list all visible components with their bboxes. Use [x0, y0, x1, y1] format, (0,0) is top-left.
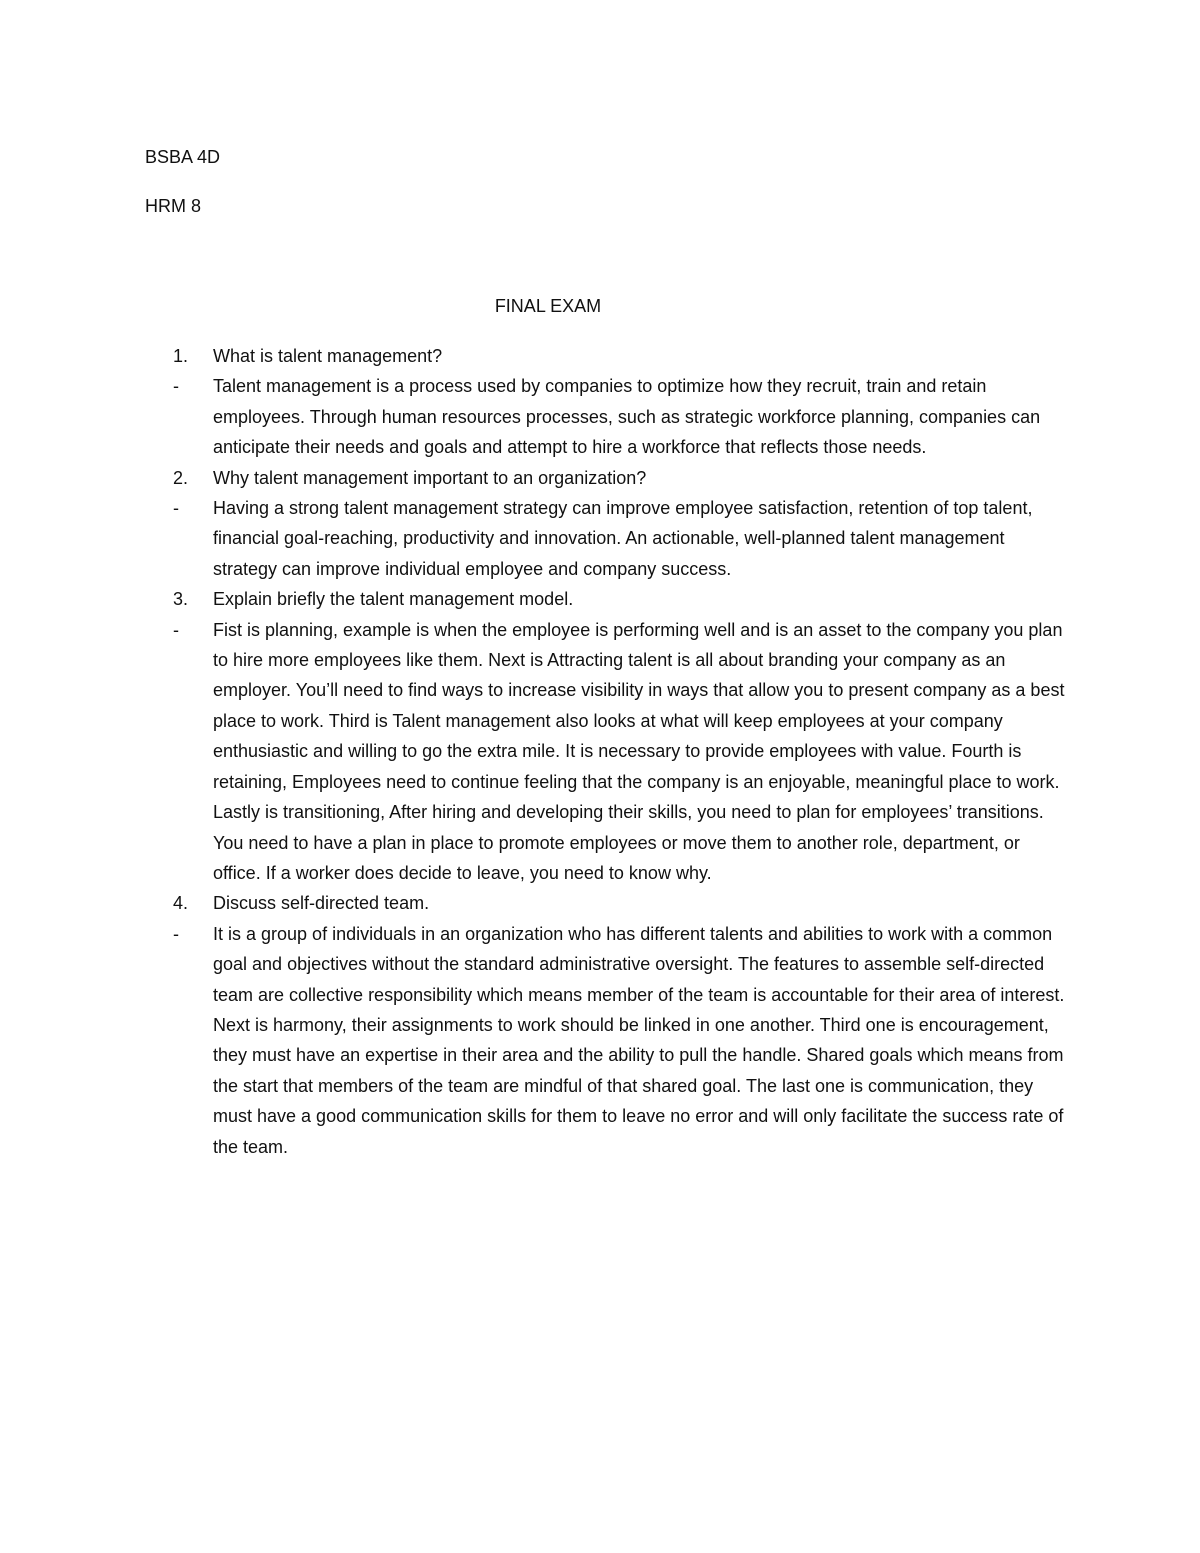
course-label: BSBA 4D: [145, 147, 221, 167]
question-text: Discuss self-directed team.: [213, 893, 430, 914]
answer-bullet: -: [173, 619, 179, 640]
answer-text: Having a strong talent management strategy can improve employee satisfaction, retention of top talent, financial goal-reaching, productivity and innovation. An actionable, well-planned talent management strategy can improve individual employee and company success.: [213, 498, 1033, 579]
answer-bullet: -: [173, 376, 179, 397]
question-text: Why talent management important to an organization?: [213, 467, 647, 488]
question-number: 4.: [173, 893, 189, 914]
answer-bullet: -: [173, 498, 179, 519]
answer-text: Talent management is a process used by companies to optimize how they recruit, train and retain employees. Through human resources processes, such as strategic workforce planning, companies can anticipate their needs and goals and attempt to hire a workforce that reflects those needs.: [213, 376, 1041, 458]
question-row: [145, 341, 1065, 371]
question-text: What is talent management?: [213, 346, 443, 366]
answer-row: [145, 493, 1065, 584]
answer-text: It is a group of individuals in an organization who has different talents and abilities to work with a common goal and objectives without the standard administrative oversight. The features to assemble self-directed team are collective responsibility which means member of the team is accountable for their area of interest. Next is harmony, their assignments to work should be linked in one another. Third one is encouragement, they must have an expertise in their area and the ability to pull the handle. Shared goals which means from the start that members of the team are mindful of that shared goal. The last one is communication, they must have a good communication skills for them to leave no error and will only facilitate the success rate of the team.: [213, 923, 1065, 1157]
answer-row: [145, 615, 1065, 889]
question-number: 2.: [173, 467, 189, 488]
page-title: FINAL EXAM: [494, 296, 602, 316]
question-row: [145, 888, 1065, 918]
answer-row: [145, 919, 1065, 1162]
question-row: [145, 463, 1065, 493]
answer-text: Fist is planning, example is when the employee is performing well and is an asset to the company you plan to hire more employees like them. Next is Attracting talent is all about branding your company as an employer. You’ll need to find ways to increase visibility in ways that allow you to present company as a best place to work. Third is Talent management also looks at what will keep employees at your company enthusiastic and willing to go the extra mile. It is necessary to provide employees with value. Fourth is retaining, Employees need to continue feeling that the company is an enjoyable, meaningful place to work. Lastly is transitioning, After hiring and developing their skills, you need to plan for employees’ transitions. You need to have a plan in place to promote employees or move them to another role, department, or office. If a worker does decide to leave, you need to know why.: [213, 619, 1065, 883]
question-number: 3.: [173, 589, 189, 610]
question-number: 1.: [173, 346, 189, 366]
exam-content: [145, 341, 1065, 1162]
answer-row: [145, 371, 1065, 462]
subject-label: HRM 8: [145, 196, 202, 216]
answer-bullet: -: [173, 923, 179, 944]
question-text: Explain briefly the talent management model.: [213, 589, 574, 610]
question-row: [145, 584, 1065, 614]
